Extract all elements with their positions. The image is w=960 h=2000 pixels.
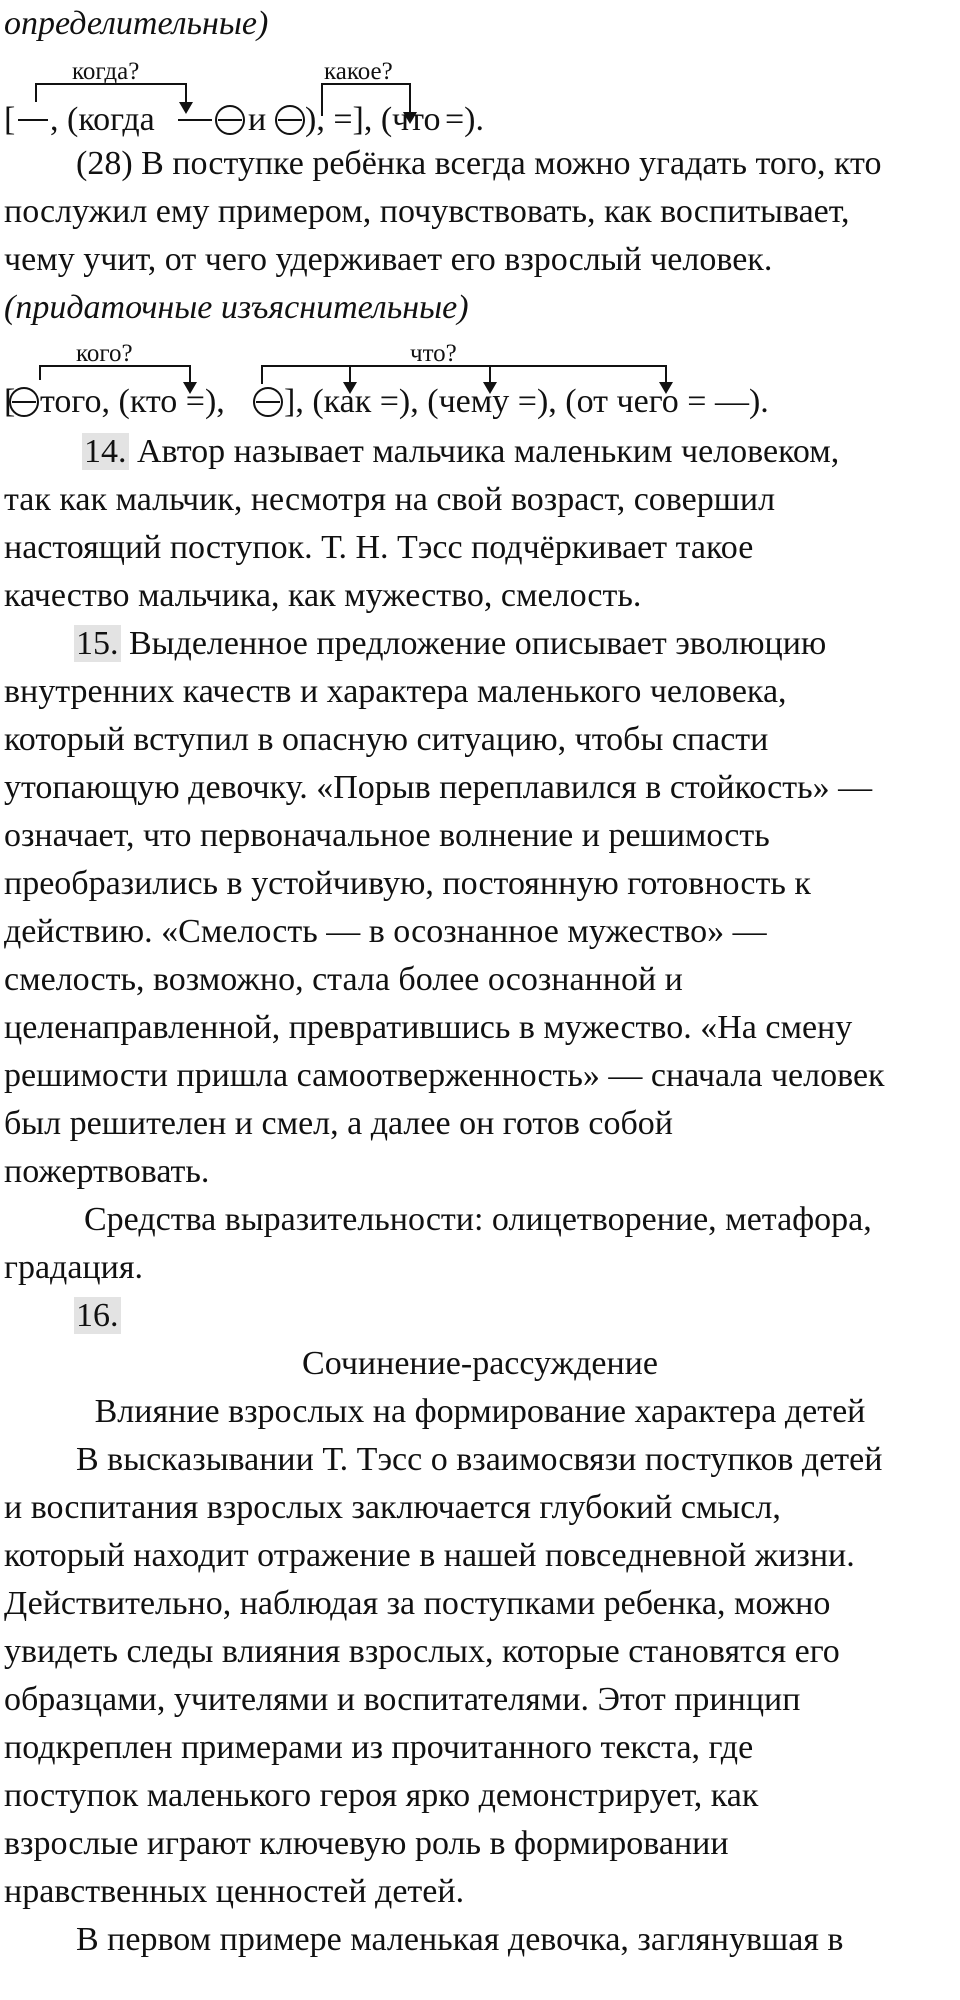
text-line: качество мальчика, как мужество, смелость. <box>4 577 642 614</box>
text-line: преобразились в устойчивую, постоянную готовность к <box>4 865 811 902</box>
text-line: Средства выразительности: олицетворение, метафора, <box>84 1201 872 1238</box>
scheme-1-part-4: что <box>392 101 441 138</box>
text-line: образцами, учителями и воспитателями. Этот принцип <box>4 1681 801 1718</box>
answer-15-first-line <box>74 624 826 664</box>
text-line: В высказывании Т. Тэсс о взаимосвязи поступков детей <box>76 1441 883 1478</box>
text-line: утопающую девочку. «Порыв переплавился в стойкость» — <box>4 769 873 806</box>
essay-title: Влияние взрослых на формирование характера детей <box>94 1393 866 1430</box>
text-line: чему учит, от чего удерживает его взрослый человек. <box>4 241 773 278</box>
scheme-1-part-1: , (когда <box>50 101 155 138</box>
text-line: подкреплен примерами из прочитанного текста, где <box>4 1729 754 1766</box>
essay-genre-heading: Сочинение-рассуждение <box>302 1345 658 1382</box>
text-line: смелость, возможно, стала более осознанной и <box>4 961 683 998</box>
answer-14-first-line <box>82 432 839 472</box>
scheme-2-part-1: того, (кто =), <box>40 383 225 420</box>
text-line: Действительно, наблюдая за поступками ребенка, можно <box>4 1585 831 1622</box>
answer-number: 16. <box>76 1297 119 1334</box>
scheme-1-part-3: ), =], ( <box>305 101 393 138</box>
text-line: который находит отражение в нашей повседневной жизни. <box>4 1537 855 1574</box>
text-line: В первом примере маленькая девочка, заглянувшая в <box>76 1921 844 1958</box>
text-line: который вступил в опасную ситуацию, чтобы спасти <box>4 721 769 758</box>
text-line: настоящий поступок. Т. Н. Тэсс подчёркивает такое <box>4 529 754 566</box>
syntax-scheme-2 <box>0 340 960 430</box>
text-line: Выделенное предложение описывает эволюцию <box>129 625 827 662</box>
text-line: внутренних качеств и характера маленького человека, <box>4 673 787 710</box>
scheme-2-part-2: ], (как =), (чему =), (от чего = —). <box>284 383 769 420</box>
text-line: послужил ему примером, почувствовать, как воспитывает, <box>4 193 850 230</box>
text-line: взрослые играют ключевую роль в формировании <box>4 1825 729 1862</box>
scheme-1-part-5: =). <box>445 101 484 138</box>
text-line: увидеть следы влияния взрослых, которые становятся его <box>4 1633 840 1670</box>
text-line: определительные) <box>4 5 269 42</box>
text-line: и воспитания взрослых заключается глубокий смысл, <box>4 1489 781 1526</box>
text-line: целенаправленной, превратившись в мужество. «На смену <box>4 1009 853 1046</box>
text-line: (28) В поступке ребёнка всегда можно угадать того, кто <box>76 145 882 182</box>
scheme-1-question-which: какое? <box>324 58 393 85</box>
text-line: Автор называет мальчика маленьким человеком, <box>137 433 840 470</box>
text-line: решимости пришла самоотверженность» — сначала человек <box>4 1057 885 1094</box>
scheme-1-part-2: и <box>248 101 267 138</box>
text-line: пожертвовать. <box>4 1153 210 1190</box>
syntax-scheme-1 <box>0 56 960 146</box>
text-line: так как мальчик, несмотря на свой возраст, совершил <box>4 481 776 518</box>
scheme-2-question-whom: кого? <box>76 340 133 367</box>
scheme-2-question-what: что? <box>410 340 457 367</box>
answer-number: 15. <box>76 625 119 662</box>
text-line: действию. «Смелость — в осознанное мужество» — <box>4 913 767 950</box>
text-line: означает, что первоначальное волнение и решимость <box>4 817 770 854</box>
scheme-1-open-bracket: [ <box>4 101 16 138</box>
scheme-2-open-bracket: [ <box>4 383 16 420</box>
text-line: нравственных ценностей детей. <box>4 1873 465 1910</box>
text-line: градация. <box>4 1249 143 1286</box>
answer-number: 14. <box>84 433 127 470</box>
text-line: поступок маленького героя ярко демонстрирует, как <box>4 1777 759 1814</box>
scheme-1-question-when: когда? <box>72 58 140 85</box>
text-line: (придаточные изъяснительные) <box>4 289 469 326</box>
text-line: был решителен и смел, а далее он готов собой <box>4 1105 673 1142</box>
answer-16-number-line <box>74 1296 121 1336</box>
